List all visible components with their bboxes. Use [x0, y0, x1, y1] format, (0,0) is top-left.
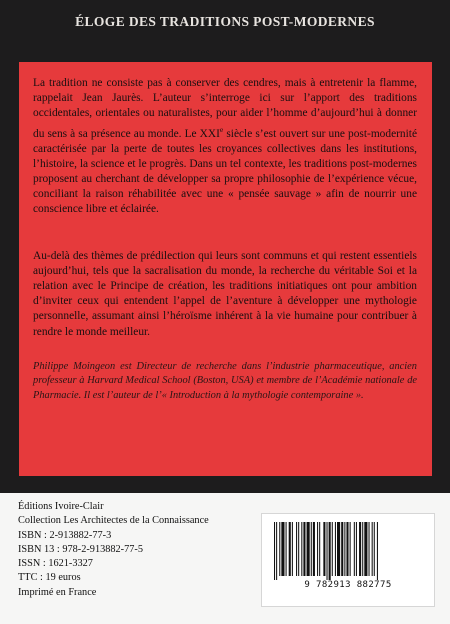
barcode-bar — [341, 522, 343, 576]
book-title: ÉLOGE DES TRADITIONS POST-MODERNES — [75, 14, 375, 29]
century-superscript: e — [219, 124, 224, 134]
barcode-bar — [276, 522, 277, 580]
publishing-info-panel — [0, 493, 450, 624]
price: TTC : 19 euros — [18, 572, 81, 584]
barcode-bar — [332, 522, 333, 576]
barcode-bar — [298, 522, 299, 576]
barcode-bar — [281, 522, 284, 576]
barcode-bar — [279, 522, 280, 576]
barcode-bar — [364, 522, 367, 576]
summary-paragraph-2: Au-delà des thèmes de prédilection qui leurs sont communs et qui restent essentiels aujourd’hui, tels que la sacralisation du monde, la recherche du véritable Soi et la relation avec le Principe de création, les traditions initiatiques ont pour ambition d’inviter ceux qui entendent l’appel de l’aventure à développer une mythologie personnelle, assumant ainsi l’héroïsme inhérent à la vie humaine pour contribuer à rendre le monde meilleur. — [33, 249, 417, 338]
barcode-bar — [301, 522, 302, 576]
barcode-bar — [319, 522, 320, 576]
author-bio: Philippe Moingeon est Directeur de recherche dans l’industrie pharmaceutique, ancien professeur à Harvard Medical School (Boston, USA) et membre de l’Académie nationale de Pharmacie. Il est l’auteur de l’« Introduction à la mythologie contemporaine ». — [33, 360, 417, 402]
barcode-bar — [374, 522, 375, 576]
barcode-bar — [356, 522, 357, 576]
barcode-bar — [337, 522, 340, 576]
barcode — [261, 513, 435, 607]
barcode-bar — [286, 522, 287, 576]
summary-paragraph-1-text: La tradition ne consiste pas à conserver des cendres, mais à entretenir la flamme, rappelait Jean Jaurès. L’auteur s’interroge ici sur l’apport des traditions occidentales, orientales ou naturalistes, pour aider l’homme d’aujourd’hui à donner du sens à sa présence au monde. Le XXI — [33, 77, 417, 140]
issn: ISSN : 1621-3327 — [18, 558, 93, 570]
barcode-bar — [369, 522, 370, 576]
barcode-digits: 9 782913 882775 — [304, 580, 392, 590]
barcode-bar — [296, 522, 297, 576]
printed-in: Imprimé en France — [18, 586, 97, 598]
collection-name: Collection Les Architectes de la Connaissance — [18, 515, 209, 527]
barcode-bar — [329, 522, 331, 580]
barcode-bar — [359, 522, 361, 576]
isbn-13: ISBN 13 : 978-2-913882-77-5 — [18, 543, 143, 555]
publishing-details — [18, 500, 209, 600]
barcode-bar — [311, 522, 312, 576]
back-cover-text-panel — [19, 62, 432, 476]
barcode-bar — [350, 522, 351, 576]
barcode-bar — [289, 522, 291, 576]
barcode-bar — [372, 522, 373, 576]
barcode-bar — [292, 522, 293, 576]
barcode-bar — [323, 522, 325, 576]
isbn-10: ISBN : 2-913882-77-3 — [18, 529, 112, 541]
barcode-bar — [377, 522, 378, 580]
barcode-bar — [307, 522, 310, 576]
barcode-bar — [354, 522, 355, 576]
barcode-bars-icon — [274, 522, 422, 580]
publisher-name: Éditions Ivoire-Clair — [18, 501, 104, 512]
barcode-bar — [327, 522, 328, 580]
barcode-bar — [344, 522, 345, 576]
summary-paragraph-1 — [33, 76, 417, 218]
barcode-bar — [362, 522, 363, 576]
barcode-bar — [313, 522, 315, 576]
barcode-bar — [346, 522, 348, 576]
barcode-bar — [317, 522, 318, 576]
barcode-bar — [274, 522, 275, 580]
summary-paragraph-1-continued: siècle s’est ouvert sur une post-modernité caractérisée par la perte de toutes les croyances collectives dans les institutions, l’histoire, la science et le progrès. Dans un tel contexte, les traditions post-modernes proposent au cherchant de développer sa propre philosophie de l’expérience vécue, conciliant la raison réhabilitée avec une « pensée sauvage » afin de nourrir une conscience libre et éclairée. — [33, 127, 418, 216]
barcode-bar — [303, 522, 305, 576]
barcode-bar — [335, 522, 336, 576]
